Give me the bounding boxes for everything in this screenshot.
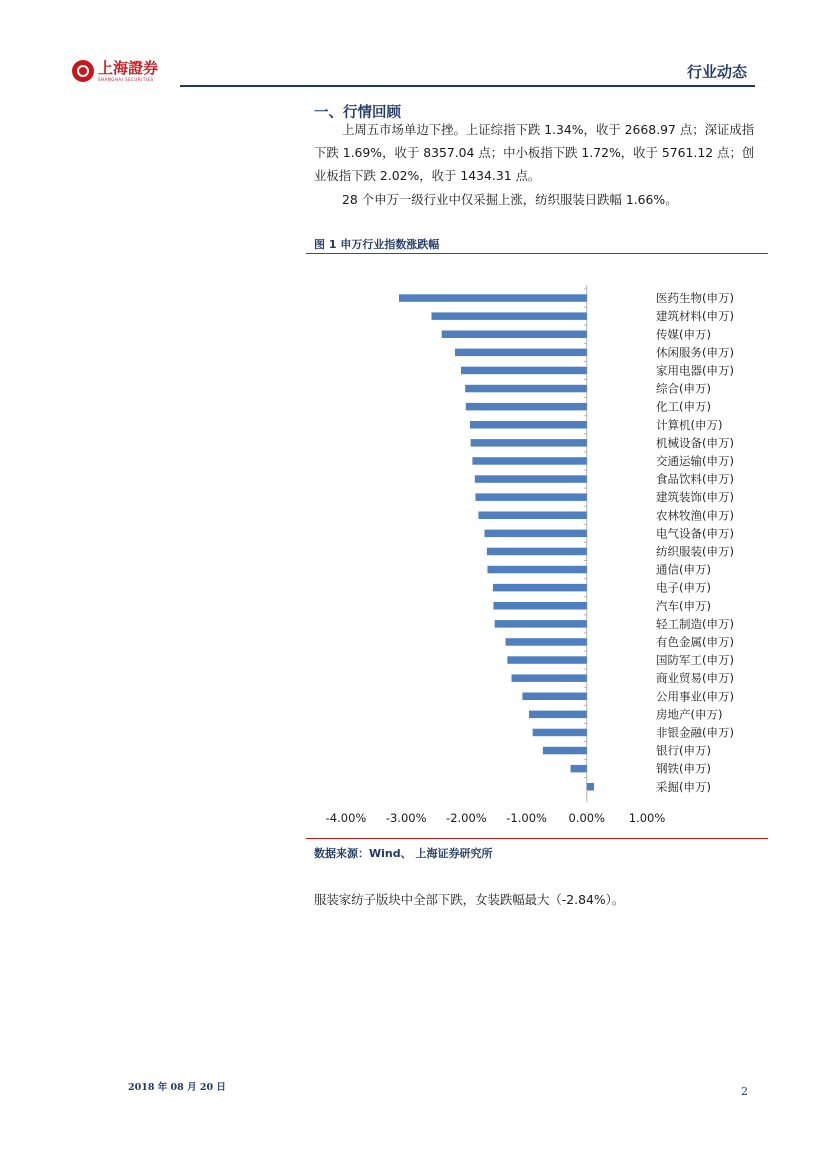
bar-11 [475, 475, 587, 483]
x-tick-label-2: -3.00% [385, 810, 427, 825]
category-label-12: 建筑装饰(申万) [656, 490, 734, 505]
bar-23 [522, 693, 586, 701]
paragraph-apparel-subsector: 服装家纺子版块中全部下跌，女装跌幅最大（-2.84%）。 [314, 892, 625, 907]
category-label-4: 休闲服务(申万) [656, 345, 734, 360]
category-label-20: 有色金属(申万) [656, 634, 734, 649]
category-label-21: 国防军工(申万) [656, 653, 734, 668]
logo-text: 上海證券 [98, 58, 159, 77]
category-label-26: 银行(申万) [656, 743, 711, 758]
bar-2 [431, 312, 586, 320]
bar-16 [487, 566, 586, 574]
bar-21 [507, 656, 586, 664]
industry-change-bar-chart [306, 262, 768, 830]
category-label-14: 电气设备(申万) [656, 526, 734, 541]
paragraph-industry-summary: 28 个申万一级行业中仅采掘上涨，纺织服装日跌幅 1.66%。 [342, 192, 678, 207]
category-label-1: 医药生物(申万) [656, 291, 734, 306]
category-label-19: 轻工制造(申万) [656, 616, 734, 631]
category-label-7: 化工(申万) [656, 399, 711, 414]
bar-24 [529, 711, 587, 719]
bar-1 [399, 294, 587, 302]
logo-subtext: SHANGHAI SECURITIES [98, 76, 154, 82]
figure-source: 数据来源：Wind、 上海证券研究所 [314, 847, 493, 860]
bar-25 [533, 729, 587, 737]
category-label-16: 通信(申万) [656, 562, 711, 577]
category-label-25: 非银金融(申万) [656, 725, 734, 740]
bar-7 [466, 403, 587, 411]
x-tick-label-6: 1.00% [628, 810, 666, 825]
bar-15 [487, 548, 587, 556]
bar-20 [506, 638, 587, 646]
report-type: 行业动态 [686, 63, 747, 81]
figure-top-rule [306, 253, 768, 254]
category-label-8: 计算机(申万) [656, 417, 723, 432]
category-label-2: 建筑材料(申万) [656, 309, 734, 324]
bar-10 [472, 457, 586, 465]
category-label-6: 综合(申万) [656, 381, 711, 396]
bar-22 [512, 674, 587, 682]
figure-title: 图 1 申万行业指数涨跌幅 [314, 238, 440, 251]
figure-bottom-rule [306, 838, 768, 839]
bar-26 [543, 747, 587, 755]
bar-19 [495, 620, 587, 628]
category-label-27: 钢铁(申万) [656, 761, 711, 776]
category-label-5: 家用电器(申万) [656, 363, 734, 378]
bar-27 [571, 765, 587, 773]
category-label-17: 电子(申万) [656, 580, 711, 595]
category-label-9: 机械设备(申万) [656, 435, 734, 450]
bar-5 [461, 367, 587, 375]
bar-18 [493, 602, 586, 610]
page-number: 2 [741, 1085, 748, 1098]
bar-17 [493, 584, 587, 592]
bar-8 [470, 421, 587, 429]
paragraph-market-review: 上周五市场单边下挫。上证综指下跌 1.34%，收于 2668.97 点；深证成指下跌 1.69%，收于 8357.04 点；中小板指下跌 1.72%，收于 5761.12 点；创业板指下跌 2.02%，收于 1434.31 点。 [314, 122, 755, 183]
category-label-22: 商业贸易(申万) [656, 671, 734, 686]
category-label-18: 汽车(申万) [656, 598, 711, 613]
bar-9 [471, 439, 587, 447]
bar-4 [455, 349, 587, 357]
category-label-15: 纺织服装(申万) [656, 544, 734, 559]
bar-3 [442, 331, 587, 339]
section-title: 一、行情回顾 [314, 105, 401, 121]
bar-13 [478, 512, 586, 520]
bar-14 [484, 530, 586, 538]
x-tick-label-3: -2.00% [446, 810, 487, 825]
category-label-10: 交通运输(申万) [656, 453, 734, 468]
category-label-28: 采掘(申万) [656, 779, 711, 794]
category-label-13: 农林牧渔(申万) [656, 508, 734, 523]
logo-seal-icon [72, 60, 94, 82]
bar-12 [475, 493, 586, 501]
x-tick-label-4: -1.00% [506, 810, 547, 825]
footer-date: 2018 年 08 月 20 日 [128, 1082, 226, 1093]
x-tick-label-5: 0.00% [568, 810, 606, 825]
category-label-24: 房地产(申万) [656, 707, 723, 722]
x-tick-label-1: -4.00% [325, 810, 367, 825]
company-logo [72, 60, 158, 82]
bar-6 [465, 385, 587, 393]
category-label-3: 传媒(申万) [656, 327, 711, 342]
bar-28 [587, 783, 594, 791]
category-label-11: 食品饮料(申万) [656, 472, 734, 487]
category-label-23: 公用事业(申万) [656, 689, 734, 704]
header-divider [180, 85, 755, 87]
